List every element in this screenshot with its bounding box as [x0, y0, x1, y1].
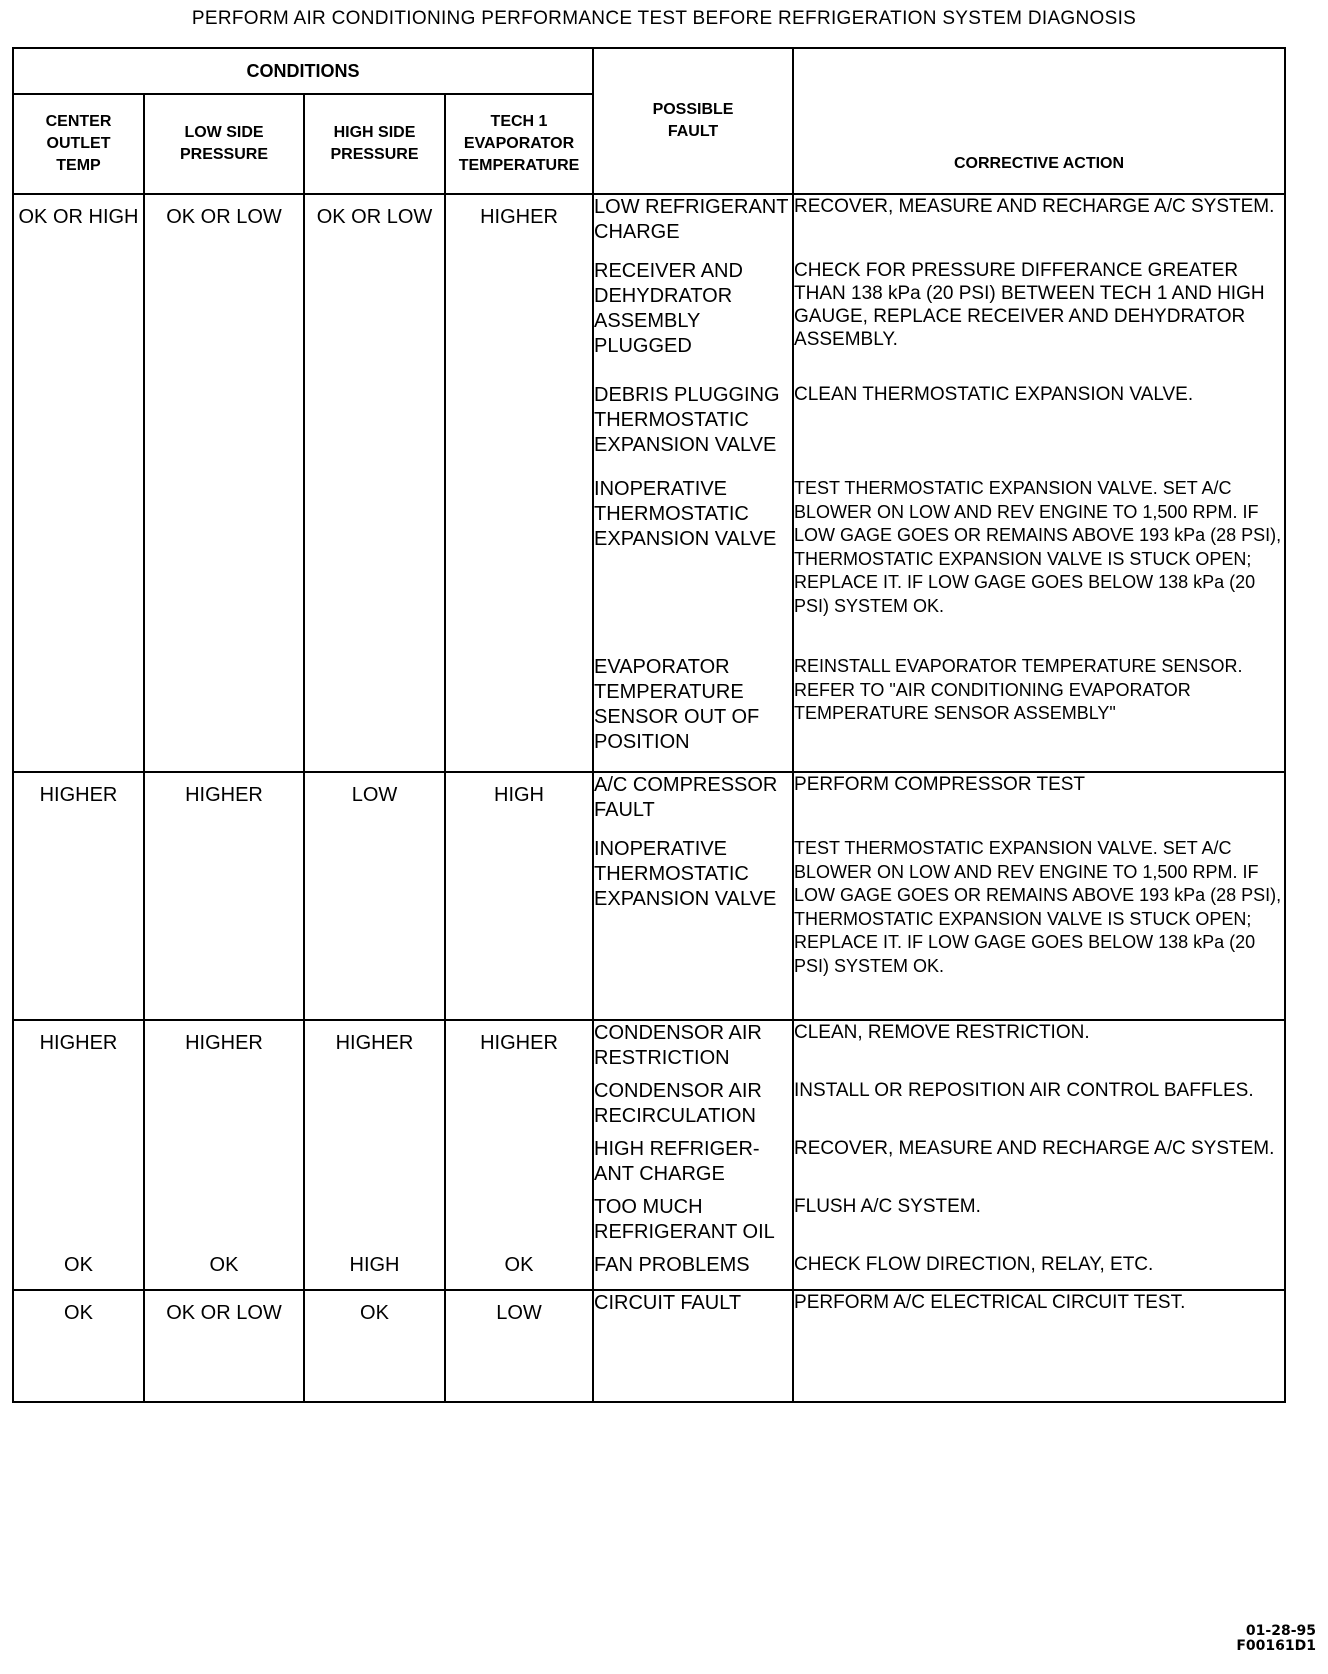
table-row — [13, 772, 1285, 1020]
center-outlet-temp-header: CENTER OUTLET TEMP — [13, 94, 144, 194]
fault-item: CONDENSOR AIR RECIRCULATION — [594, 1080, 762, 1127]
document-title: PERFORM AIR CONDITIONING PERFORMANCE TEST BEFORE REFRIGERATION SYSTEM DIAGNOSIS — [191, 8, 1137, 29]
center-outlet-temp-cell: OK — [13, 1290, 144, 1402]
action-item: REINSTALL EVAPORATOR TEMPERATURE SENSOR. REFER TO "AIR CONDITIONING EVAPORATOR TEMPERATURE SENSOR ASSEMBLY" — [794, 656, 1243, 723]
fault-item: FAN PROBLEMS — [594, 1254, 750, 1276]
conditions-header: CONDITIONS — [13, 48, 593, 94]
action-item: PERFORM COMPRESSOR TEST — [794, 774, 1086, 795]
action-item: PERFORM A/C ELECTRICAL CIRCUIT TEST. — [794, 1292, 1186, 1313]
fault-item: CONDENSOR AIR RESTRICTION — [594, 1022, 762, 1069]
possible-fault-cell — [593, 1290, 793, 1402]
low-side-pressure-header: LOW SIDE PRESSURE — [144, 94, 304, 194]
action-item: TEST THERMOSTATIC EXPANSION VALVE. SET A/C BLOWER ON LOW AND REV ENGINE TO 1,500 RPM. IF LOW GAGE GOES OR REMAINS ABOVE 193 kPa (28 PSI), THERMOSTATIC EXPANSION VALVE IS STUCK OPEN; REPLACE IT. IF LOW GAGE GOES BELOW 138 kPa (20 PSI) SYSTEM OK. — [794, 478, 1282, 616]
fault-item: INOPERATIVE THERMOSTATIC EXPANSION VALVE — [594, 478, 777, 550]
possible-fault-cell — [593, 194, 793, 772]
fault-item: A/C COMPRESSOR FAULT — [594, 774, 778, 821]
low-side-pressure-cell: HIGHER — [144, 772, 304, 1020]
high-side-pressure-cell: HIGHER HIGH — [304, 1020, 445, 1290]
low-side-pressure-cell: OK OR LOW — [144, 194, 304, 772]
high-side-pressure-header: HIGH SIDE PRESSURE — [304, 94, 445, 194]
diagnosis-table — [12, 47, 1286, 1403]
tech1-evaporator-temperature-header: TECH 1 EVAPORATOR TEMPERATURE — [445, 94, 593, 194]
low-side-pressure-cell: OK OR LOW — [144, 1290, 304, 1402]
center-outlet-temp-cell: HIGHER — [13, 772, 144, 1020]
possible-fault-header: POSSIBLE FAULT — [593, 48, 793, 194]
corrective-action-cell — [793, 1290, 1285, 1402]
evaporator-temperature-cell: HIGHER OK — [445, 1020, 593, 1290]
action-item: RECOVER, MEASURE AND RECHARGE A/C SYSTEM. — [794, 196, 1275, 217]
center-outlet-temp-cell: HIGHER OK — [13, 1020, 144, 1290]
low-side-pressure-cell: HIGHER OK — [144, 1020, 304, 1290]
table-row — [13, 1020, 1285, 1290]
action-item: CHECK FOR PRESSURE DIFFERANCE GREATER THAN 138 kPa (20 PSI) BETWEEN TECH 1 AND HIGH GAUGE, REPLACE RECEIVER AND DEHYDRATOR ASSEMBLY. — [794, 260, 1265, 350]
action-item: RECOVER, MEASURE AND RECHARGE A/C SYSTEM. — [794, 1138, 1275, 1159]
corrective-action-cell — [793, 1020, 1285, 1290]
table-row — [13, 194, 1285, 772]
evaporator-temperature-cell: LOW — [445, 1290, 593, 1402]
high-side-pressure-cell: OK — [304, 1290, 445, 1402]
fault-item: EVAPORATOR TEMPERATURE SENSOR OUT OF POSITION — [594, 656, 760, 753]
action-item: INSTALL OR REPOSITION AIR CONTROL BAFFLES. — [794, 1080, 1254, 1101]
action-item: TEST THERMOSTATIC EXPANSION VALVE. SET A/C BLOWER ON LOW AND REV ENGINE TO 1,500 RPM. IF LOW GAGE GOES OR REMAINS ABOVE 193 kPa (28 PSI), THERMOSTATIC EXPANSION VALVE IS STUCK OPEN; REPLACE IT. IF LOW GAGE GOES BELOW 138 kPa (20 PSI) SYSTEM OK. — [794, 838, 1282, 976]
center-outlet-temp-cell: OK OR HIGH — [13, 194, 144, 772]
figure-date: 01-28-95 — [1245, 1623, 1316, 1639]
action-item: CHECK FLOW DIRECTION, RELAY, ETC. — [794, 1254, 1154, 1275]
fault-item: TOO MUCH REFRIGERANT OIL — [594, 1196, 775, 1243]
fault-item: CIRCUIT FAULT — [594, 1292, 742, 1314]
evaporator-temperature-cell: HIGHER — [445, 194, 593, 772]
evaporator-temperature-cell: HIGH — [445, 772, 593, 1020]
fault-item: LOW REFRIGERANT CHARGE — [594, 196, 789, 243]
fault-item: DEBRIS PLUGGING THERMOSTATIC EXPANSION VALVE — [594, 384, 780, 456]
fault-item: INOPERATIVE THERMOSTATIC EXPANSION VALVE — [594, 838, 777, 910]
corrective-action-cell — [793, 194, 1285, 772]
high-side-pressure-cell: LOW — [304, 772, 445, 1020]
figure-id: F00161D1 — [1236, 1638, 1316, 1654]
action-item: FLUSH A/C SYSTEM. — [794, 1196, 981, 1217]
possible-fault-cell — [593, 772, 793, 1020]
figure-code — [1236, 1624, 1316, 1654]
fault-item: HIGH REFRIGER-ANT CHARGE — [594, 1138, 760, 1185]
corrective-action-cell — [793, 772, 1285, 1020]
high-side-pressure-cell: OK OR LOW — [304, 194, 445, 772]
table-row — [13, 1290, 1285, 1402]
corrective-action-header: CORRECTIVE ACTION — [793, 48, 1285, 194]
possible-fault-cell — [593, 1020, 793, 1290]
fault-item: RECEIVER AND DEHYDRATOR ASSEMBLY PLUGGED — [594, 260, 743, 357]
action-item: CLEAN THERMOSTATIC EXPANSION VALVE. — [794, 384, 1194, 405]
action-item: CLEAN, REMOVE RESTRICTION. — [794, 1022, 1090, 1043]
